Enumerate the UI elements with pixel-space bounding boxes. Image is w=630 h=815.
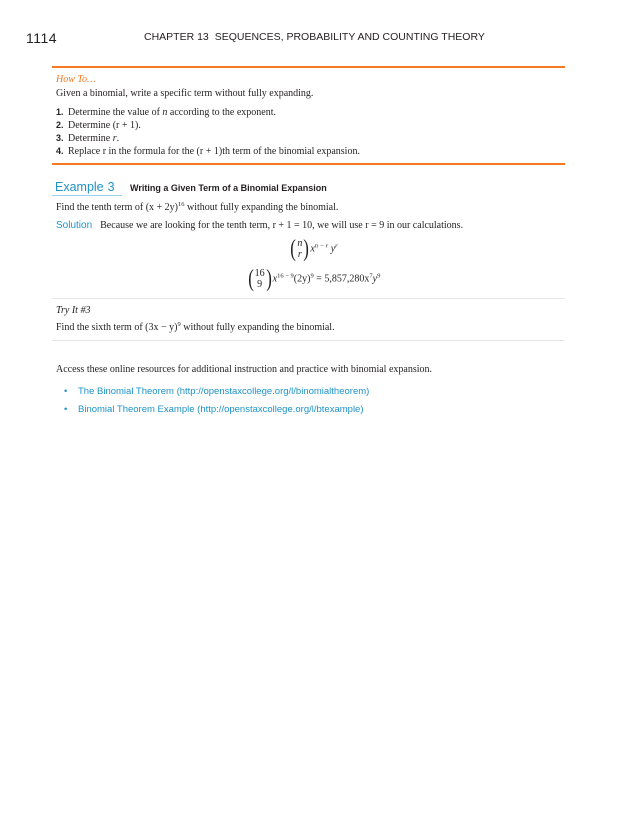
- resources-intro: Access these online resources for additional instruction and practice with binomial expansion.: [56, 364, 433, 375]
- chapter-title: SEQUENCES, PROBABILITY AND COUNTING THEORY: [214, 31, 485, 43]
- coefficient-bottom: 9: [257, 279, 263, 290]
- result-x-exponent: 7: [369, 272, 373, 280]
- step-text: according to the exponent.: [167, 107, 276, 118]
- example-title: Writing a Given Term of a Binomial Expansion: [130, 183, 327, 193]
- bullet-icon: •: [64, 386, 68, 397]
- formula-x: x: [272, 273, 278, 285]
- left-paren: (: [247, 266, 254, 292]
- example-label: [52, 180, 122, 196]
- online-resources: [56, 364, 566, 419]
- solution-label: Solution: [56, 220, 93, 231]
- step-text: Determine: [68, 133, 113, 144]
- solution-text: Because we are looking for the tenth term, r + 1 = 10, we will use r = 9 in our calculations.: [100, 220, 464, 231]
- general-term-formula: [62, 237, 565, 261]
- binomial-coefficient: [289, 237, 310, 261]
- coefficient-bottom: r: [297, 249, 302, 260]
- step-item: [56, 132, 561, 145]
- example-number: 3: [107, 180, 115, 194]
- binomial-coefficient: [247, 267, 273, 291]
- resource-links: [56, 383, 566, 419]
- how-to-box: [52, 66, 565, 165]
- example-header: [52, 179, 565, 196]
- binomial-theorem-link[interactable]: The Binomial Theorem (http://openstaxcollege.org/l/binomialtheorem): [78, 386, 370, 397]
- problem-text: Find the tenth term of (x + 2y): [56, 202, 179, 213]
- formula-x: x: [310, 243, 315, 255]
- example-box: [52, 179, 565, 291]
- formula-result: = 5,857,280x: [313, 273, 370, 285]
- problem-text: without fully expanding the binomial.: [184, 202, 339, 213]
- step-variable: n: [162, 107, 168, 118]
- try-it-box: [52, 298, 565, 341]
- step-text: Determine (r + 1).: [68, 120, 141, 131]
- solution: [56, 220, 565, 231]
- problem-exponent: 16: [178, 201, 185, 208]
- step-text: Determine the value of: [68, 107, 163, 118]
- try-it-exponent: 9: [177, 321, 181, 328]
- binomial-theorem-example-link[interactable]: Binomial Theorem Example (http://openstaxcollege.org/l/btexample): [78, 404, 364, 415]
- formula-x-exponent: n − r: [314, 242, 329, 250]
- try-it-label: Try It #3: [56, 305, 91, 316]
- step-variable: r: [112, 133, 117, 144]
- left-paren: (: [290, 236, 297, 262]
- right-paren: ): [265, 266, 272, 292]
- computed-term-formula: [62, 267, 565, 291]
- try-it-text-part: without fully expanding the binomial.: [180, 322, 335, 333]
- coefficient-top: n: [297, 238, 303, 249]
- step-number: 4.: [56, 146, 64, 156]
- step-number: 3.: [56, 133, 64, 143]
- formula-y: y: [330, 243, 336, 255]
- page-number: 1114: [26, 30, 58, 46]
- step-number: 1.: [56, 107, 64, 117]
- right-paren: ): [303, 236, 310, 262]
- coefficient-stack: [297, 238, 302, 260]
- resource-link-item: [56, 383, 566, 401]
- step-text: .: [116, 133, 120, 144]
- running-header: [144, 31, 485, 43]
- how-to-intro: Given a binomial, write a specific term without fully expanding.: [56, 88, 314, 99]
- how-to-label: How To…: [56, 74, 96, 85]
- step-item: [56, 145, 561, 158]
- step-item: [56, 119, 561, 132]
- chapter-number: CHAPTER 13: [144, 31, 209, 43]
- result-y: y: [372, 273, 378, 285]
- coefficient-stack: [255, 268, 265, 290]
- formula-x-exponent: 16 − 9: [277, 272, 294, 280]
- result-y-exponent: 9: [377, 272, 381, 280]
- step-number: 2.: [56, 120, 64, 130]
- coefficient-top: 16: [254, 268, 265, 279]
- try-it-text: [56, 321, 561, 333]
- step-item: [56, 106, 561, 119]
- try-it-text-part: Find the sixth term of (3x − y): [56, 322, 178, 333]
- formula-y-exponent: r: [335, 242, 338, 250]
- example-problem: [56, 201, 565, 213]
- formula-middle: (2y): [293, 273, 311, 285]
- formula-middle-exponent: 9: [310, 272, 314, 280]
- how-to-steps: [56, 106, 561, 158]
- example-label-text: Example: [55, 180, 104, 194]
- resource-link-item: [56, 401, 566, 419]
- bullet-icon: •: [64, 404, 68, 415]
- step-text: Replace r in the formula for the (r + 1)th term of the binomial expansion.: [68, 146, 360, 157]
